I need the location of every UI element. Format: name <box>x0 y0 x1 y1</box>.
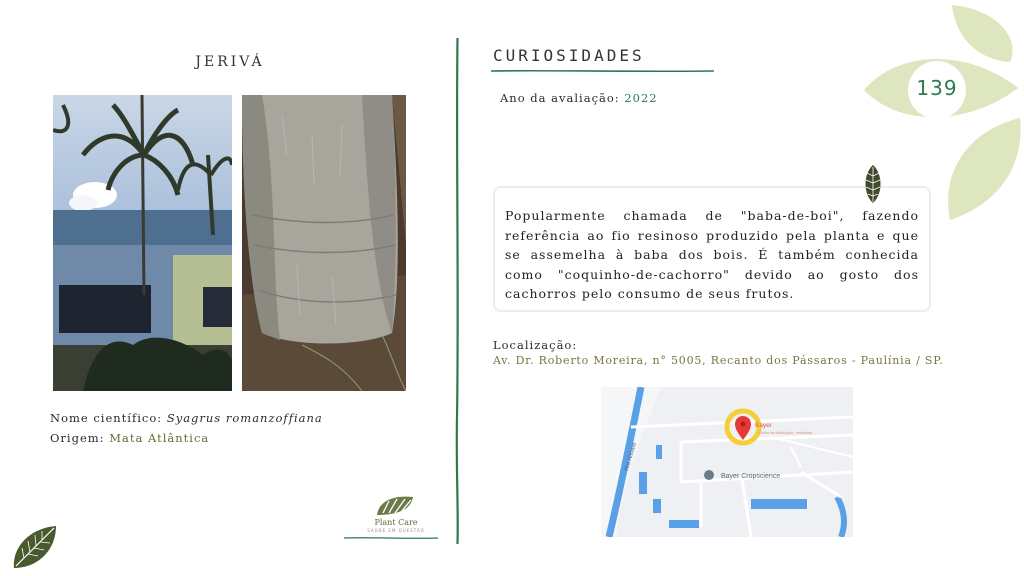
origin-value: Mata Atlântica <box>109 431 210 445</box>
location-label: Localização: <box>493 338 578 352</box>
location-map[interactable] <box>601 387 853 537</box>
year-value: 2022 <box>624 91 658 105</box>
logo-tagline: SAÚDE EM QUESTÃO <box>367 528 425 533</box>
curiosities-title: CURIOSIDADES <box>493 46 645 65</box>
description-text: Popularmente chamada de "baba-de-boi", fazendo referência ao fio resinoso produzido pela planta e que se assemelha à baba dos bois. É também conhecida como "coquinho-de-cachorro" devido ao gosto dos cachorros pelo consumo de seus frutos. <box>505 208 919 301</box>
leaf-icon-bottom-left <box>10 522 60 572</box>
description-box <box>493 186 931 312</box>
palm-tree-photo <box>53 95 232 391</box>
map-poi-label: Bayer Cropscience <box>721 473 781 480</box>
plant-name-title: JERIVÁ <box>195 54 265 70</box>
year-label: Ano da avaliação: <box>500 91 620 105</box>
location-address: Av. Dr. Roberto Moreira, n° 5005, Recanto dos Pássaros - Paulínia / SP. <box>493 354 944 367</box>
evaluation-year-line <box>500 91 658 105</box>
origin-label: Origem: <box>50 431 105 445</box>
page-number-badge: 139 <box>916 76 958 100</box>
title-underline <box>490 68 715 74</box>
scientific-name-value: Syagrus romanzoffiana <box>166 411 323 425</box>
logo-underline <box>343 536 439 540</box>
map-place-label: Bayer <box>755 422 772 429</box>
plant-care-logo-icon <box>375 493 417 517</box>
leaf-icon <box>862 164 884 204</box>
logo-name: Plant Care <box>374 518 418 527</box>
vertical-divider <box>455 38 460 544</box>
trunk-photo <box>242 95 406 391</box>
scientific-name-label: Nome científico: <box>50 411 163 425</box>
origin-line <box>50 431 209 445</box>
map-road-label: Rio Atibaia <box>624 442 638 472</box>
map-place-sub: Centro de distribuição - residência <box>759 431 813 435</box>
scientific-name-line <box>50 411 323 425</box>
